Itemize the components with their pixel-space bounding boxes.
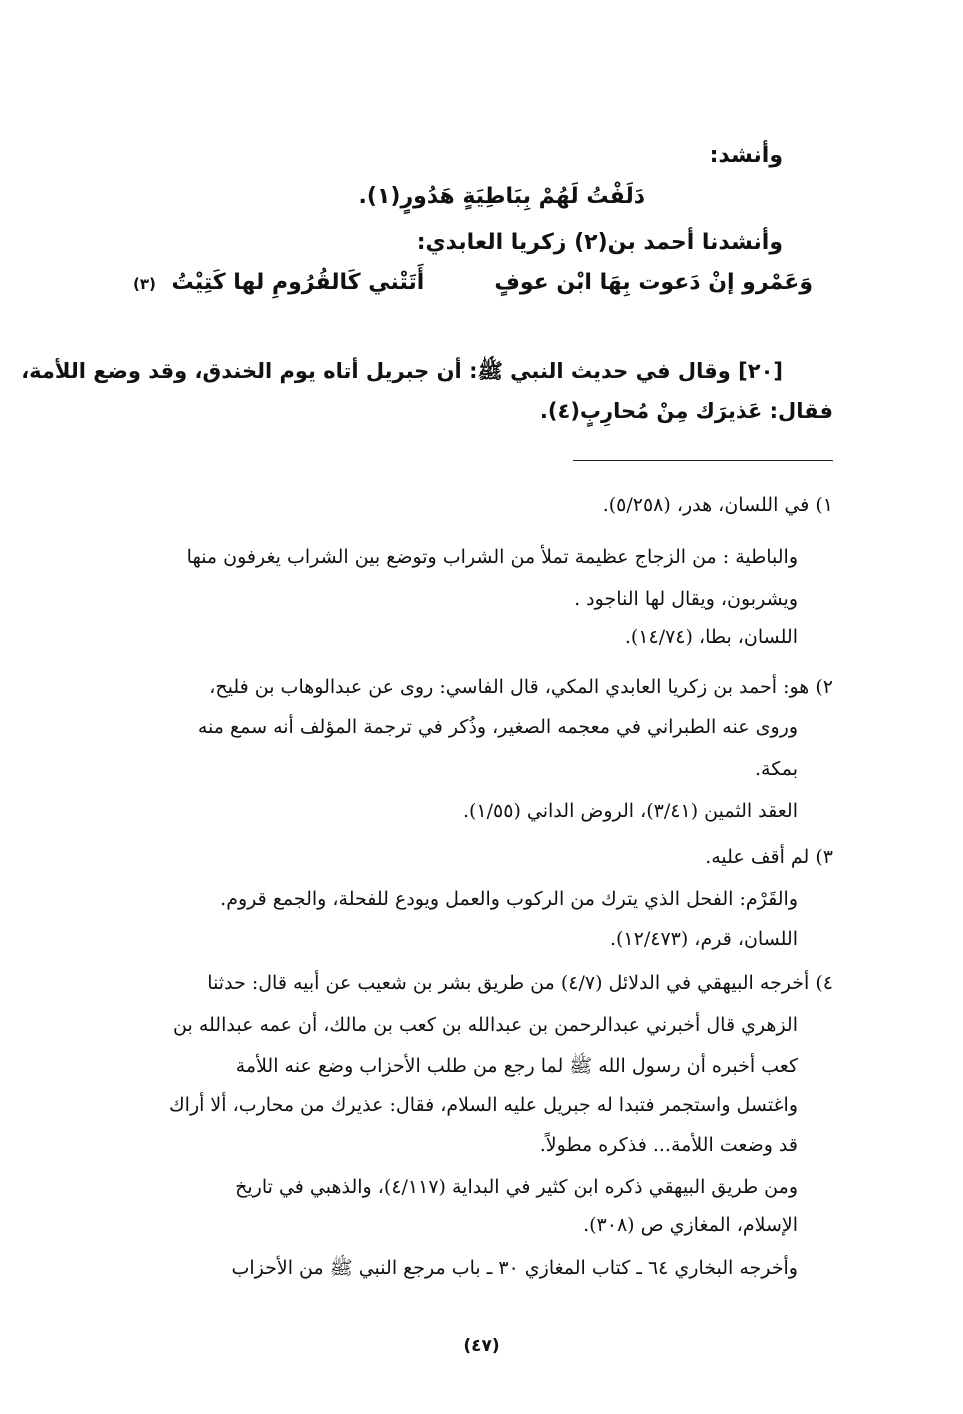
footnote-4-line-8: وأخرجه البخاري ٦٤ ـ كتاب المغازي ٣٠ ـ باب مرجع النبي ﷺ من الأحزاب — [231, 1257, 798, 1279]
footnote-4-line-4: واغتسل واستجمر فتبدا له جبريل عليه السلام، فقال: عذيرك من محارب، ألا أراك — [169, 1094, 798, 1116]
footnote-separator — [573, 460, 833, 461]
footnote-4-line-5: قد وضعت اللأمة... فذكره مطولاً. — [539, 1134, 798, 1156]
footnote-1-line-1: ١) في اللسان، هدر، (٥/٢٥٨). — [602, 494, 833, 516]
footnote-4-line-2: الزهري قال أخبرني عبدالرحمن بن عبدالله بن كعب بن مالك، أن عمه عبدالله بن — [173, 1014, 798, 1036]
footnote-3-line-3: اللسان، قرم، (١٢/٤٧٣). — [609, 928, 798, 950]
verse-hemistich-2-text: أَتَتْني كَالقُرُومِ لها كَتِيْتُ — [171, 270, 425, 295]
footnote-4-line-6: ومن طريق البيهقي ذكره ابن كثير في البداية (٤/١١٧)، والذهبي في تاريخ — [235, 1176, 798, 1198]
footnote-2-line-3: بمكة. — [755, 758, 798, 780]
footnote-3-line-2: والقَرْم: الفحل الذي يترك من الركوب والعمل ويودع للفحلة، والجمع قروم. — [220, 888, 798, 910]
intro-line-2: وأنشدنا أحمد بن(٢) زكريا العابدي: — [416, 230, 783, 255]
footnote-4-line-1: ٤) أخرجه البيهقي في الدلائل (٤/٧) من طريق بشر بن شعيب عن أبيه قال: حدثنا — [207, 972, 833, 994]
paragraph-20-line-2: فقال: عَذيرَك مِنْ مُحارِبٍ(٤). — [539, 399, 833, 423]
footnote-2-line-4: العقد الثمين (٣/٤١)، الروض الداني (١/٥٥). — [462, 800, 798, 822]
verse-hemistich-1: وَعَمْرو إنْ دَعوت بِهَا ابْن عوفٍ — [494, 270, 813, 295]
footnote-2-line-1: ٢) هو: أحمد بن زكريا العابدي المكي، قال الفاسي: روى عن عبدالوهاب بن فليح، — [209, 676, 833, 698]
intro-line-1: وأنشد: — [709, 143, 783, 168]
verse-line-1: دَلَفْتُ لَهُمْ بِبَاطِيَةٍ هَدُورٍ(١). — [358, 184, 645, 209]
footnote-3-line-1: ٣) لم أقف عليه. — [705, 846, 833, 868]
footnote-1-line-2: والباطية : من الزجاج عظيمة تملأ من الشراب وتوضع بين الشراب يغرفون منها — [186, 546, 798, 568]
footnote-4-line-3: كعب أخبره أن رسول الله ﷺ لما رجع من طلب الأحزاب وضع عنه اللأمة — [235, 1055, 798, 1077]
footnote-4-line-7: الإسلام، المغازي ص (٣٠٨). — [583, 1214, 798, 1236]
footnote-2-line-2: وروى عنه الطبراني في معجمه الصغير، وذُكر في ترجمة المؤلف أنه سمع منه — [197, 716, 798, 738]
verse-hemistich-2 — [133, 270, 424, 295]
verse-line-2 — [133, 270, 813, 295]
paragraph-20-line-1: [٢٠] وقال في حديث النبي ﷺ: أن جبريل أتاه يوم الخندق، وقد وضع اللأمة، — [21, 359, 783, 383]
footnote-1-line-4: اللسان، بطا، (١٤/٧٤). — [624, 626, 798, 648]
footnote-1-line-3: ويشربون، ويقال لها الناجود . — [574, 588, 798, 610]
page-number: (٤٧) — [463, 1336, 500, 1356]
footnote-marker-3: (٣) — [133, 275, 156, 293]
